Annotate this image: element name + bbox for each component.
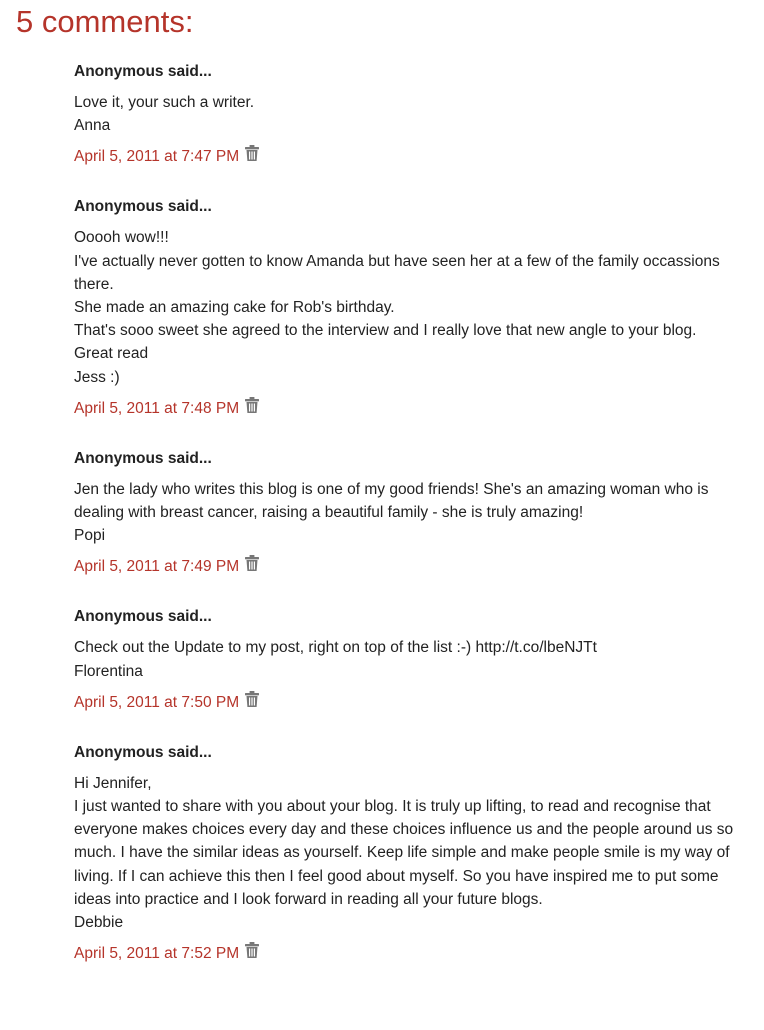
comment-timestamp-link[interactable]: April 5, 2011 at 7:48 PM: [74, 399, 240, 417]
comment-footer: [74, 555, 744, 579]
trash-icon[interactable]: [243, 690, 261, 708]
comment-signature: Jess :): [74, 368, 120, 386]
comment-footer: [74, 942, 744, 966]
trash-icon[interactable]: [243, 941, 261, 959]
comment-author: Anonymous said...: [74, 608, 212, 626]
comment-signature: Popi: [74, 527, 106, 545]
comment: [74, 195, 744, 420]
comment-signature: Florentina: [74, 662, 143, 680]
comment-line: I've actually never gotten to know Amanda but have seen her at a few of the family occassions there.: [74, 252, 720, 293]
comment: [74, 741, 744, 966]
comment-line: Love it, your such a writer.: [74, 94, 255, 111]
comment: [74, 447, 744, 580]
comment-author: Anonymous said...: [74, 63, 212, 80]
comment-line: Ooooh wow!!!: [74, 229, 169, 247]
comment-body: [74, 91, 744, 137]
comment-line: Jen the lady who writes this blog is one of my good friends! She's an amazing woman who is dealing with breast cancer, raising a beautiful family - she is truly amazing!: [74, 480, 709, 522]
comment-timestamp-link[interactable]: April 5, 2011 at 7:52 PM: [74, 945, 240, 963]
comment-body: [74, 772, 744, 934]
comment-signature: Anna: [74, 117, 111, 135]
comment-line: I just wanted to share with you about your blog. It is truly up lifting, to read and recognise that everyone makes choices every day and these choices influence us and the people around us so much. I have the similar ideas as yourself. Keep life simple and make people smile is my way of living. If I can achieve this then I feel good about myself. So you have inspired me to put some ideas into practice and I look forward in reading all your future blogs.: [74, 798, 734, 908]
comment-footer: [74, 397, 744, 421]
comment-line: Check out the Update to my post, right on top of the list :-) http://t.co/lbeNJTt: [74, 639, 597, 657]
comment-body: [74, 226, 744, 388]
comment-footer: [74, 145, 744, 169]
comment-footer: [74, 691, 744, 715]
comment: [74, 605, 744, 714]
comment-list: [74, 60, 744, 992]
comment-line: Hi Jennifer,: [74, 774, 152, 792]
comment-author: Anonymous said...: [74, 198, 212, 216]
comment-timestamp-link[interactable]: April 5, 2011 at 7:50 PM: [74, 693, 240, 711]
comment-signature: Debbie: [74, 914, 124, 932]
trash-icon[interactable]: [243, 144, 261, 162]
comment-author: Anonymous said...: [74, 743, 212, 761]
comment: [74, 60, 744, 169]
comment-timestamp-link[interactable]: April 5, 2011 at 7:47 PM: [74, 148, 240, 166]
comment-body: [74, 636, 744, 682]
trash-icon[interactable]: [243, 554, 261, 572]
comment-timestamp-link[interactable]: April 5, 2011 at 7:49 PM: [74, 558, 240, 576]
comment-line: She made an amazing cake for Rob's birthday.: [74, 299, 395, 317]
comment-body: [74, 478, 744, 548]
trash-icon[interactable]: [243, 396, 261, 414]
comments-heading: 5 comments:: [16, 4, 194, 39]
comment-author: Anonymous said...: [74, 449, 212, 467]
comment-line: Great read: [74, 345, 149, 363]
comment-line: That's sooo sweet she agreed to the interview and I really love that new angle to your blog.: [74, 322, 697, 340]
